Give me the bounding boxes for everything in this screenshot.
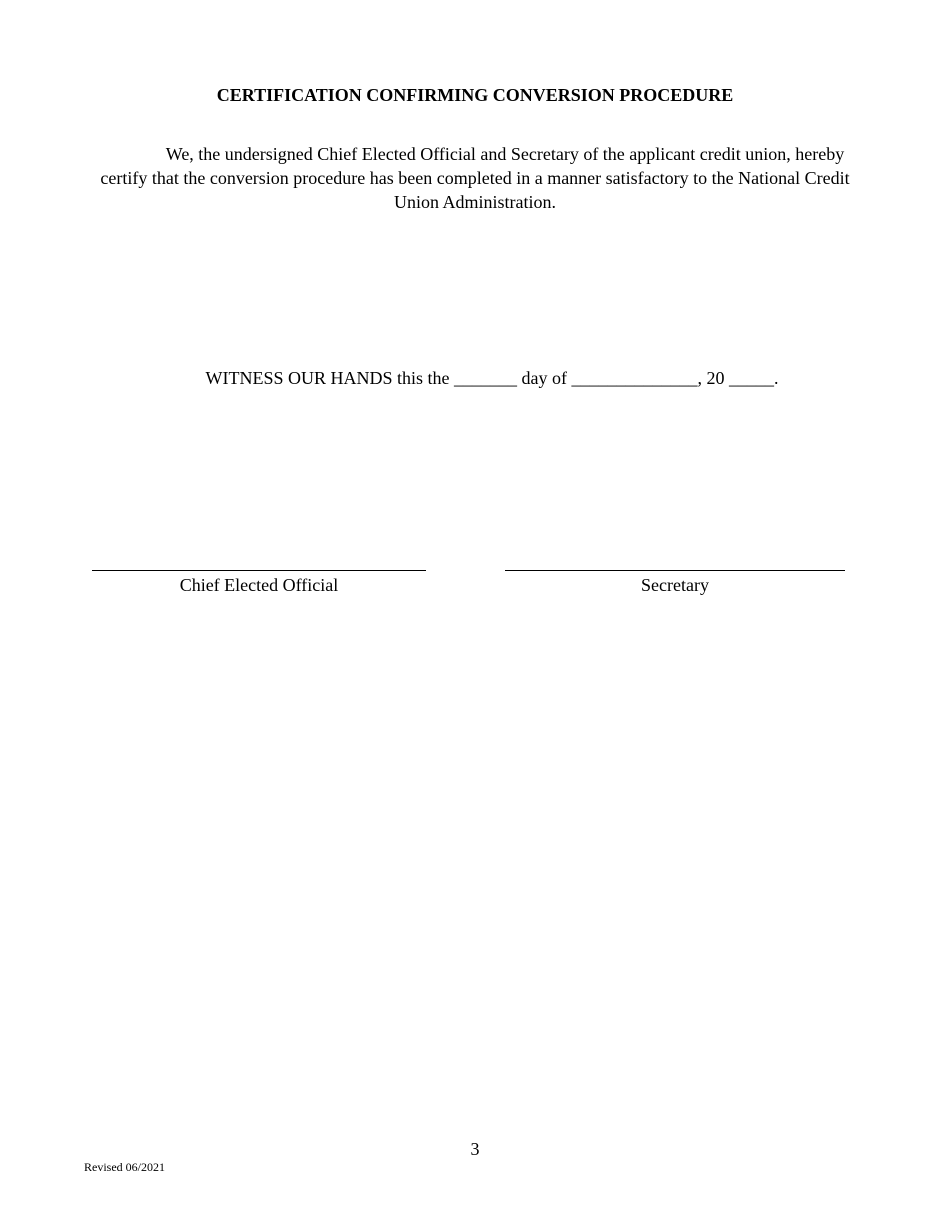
certification-paragraph [84,142,866,214]
signature-line-left [92,570,426,571]
witness-statement: WITNESS OUR HANDS this the _______ day of ______________, 20 _____. [205,368,779,388]
signature-line-right [505,570,845,571]
signature-block-secretary [505,570,845,597]
signature-label-secretary: Secretary [641,575,709,595]
page-number: 3 [470,1139,480,1159]
revision-date: Revised 06/2021 [84,1160,165,1174]
page-title: CERTIFICATION CONFIRMING CONVERSION PROCEDURE [216,85,734,105]
signature-label-chief-elected-official: Chief Elected Official [179,575,339,595]
certification-text: We, the undersigned Chief Elected Official and Secretary of the applicant credit union, hereby certify that the conversion procedure has been completed in a manner satisfactory to the National Credit Union Administration. [100,144,850,212]
signature-block-chief-elected-official [92,570,426,597]
